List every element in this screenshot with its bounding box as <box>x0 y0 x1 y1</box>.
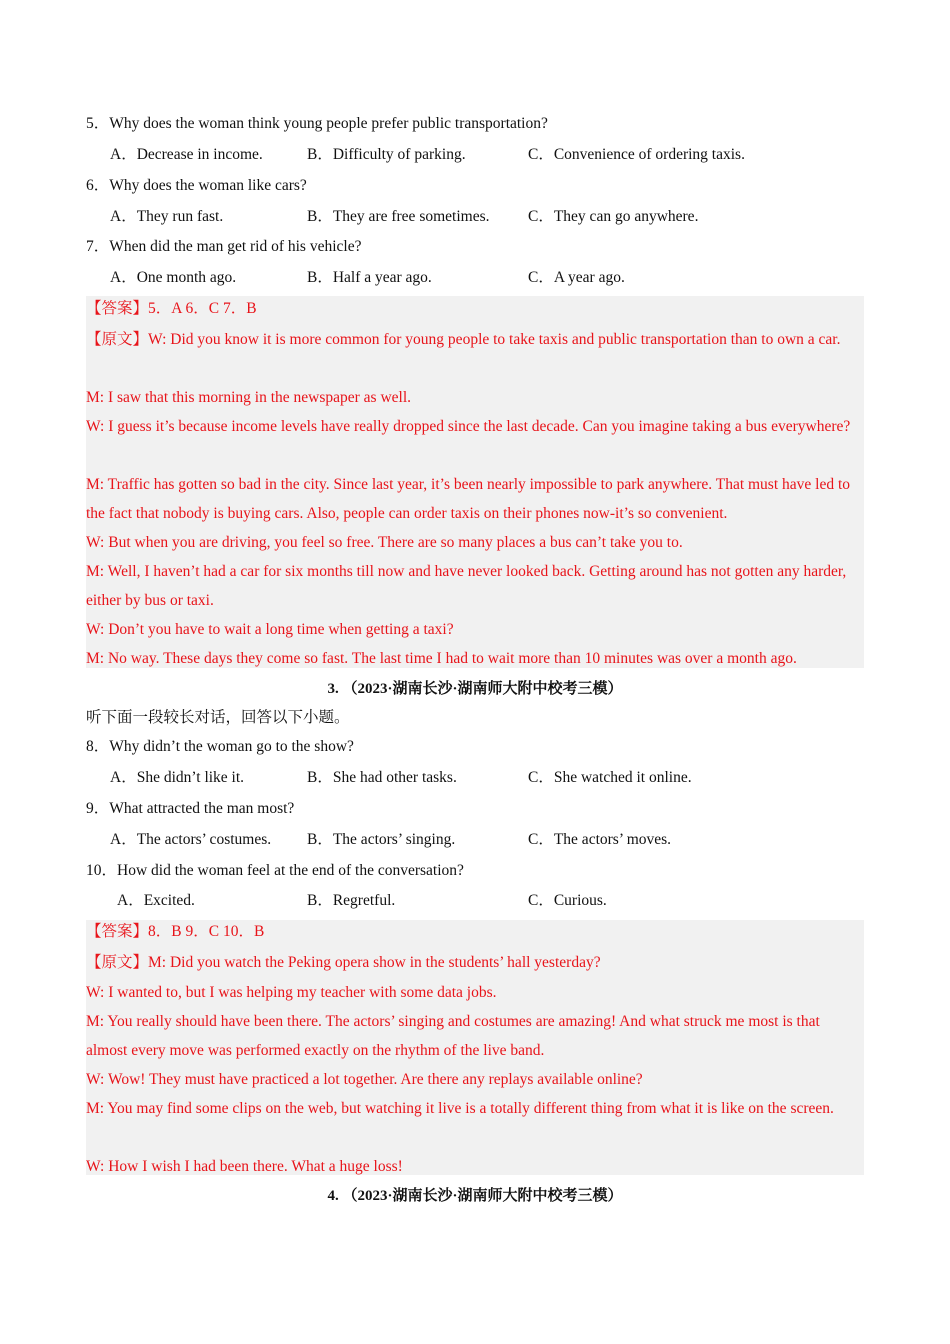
answer-text: 8．B 9．C 10．B <box>148 923 265 940</box>
answer-block-2 <box>86 920 864 1175</box>
answer-label: 【答案】 <box>86 923 149 940</box>
answer-block-1 <box>86 296 864 668</box>
answer-line <box>86 922 264 942</box>
question-5-stem: 5．Why does the woman think young people prefer public transportation? <box>86 115 548 132</box>
question-9-option-b: B．The actors’ singing. <box>307 831 456 848</box>
question-8-stem: 8．Why didn’t the woman go to the show? <box>86 738 354 755</box>
script-label: 【原文】 <box>86 331 149 348</box>
script-line: W: But when you are driving, you feel so free. There are so many places a bus can’t take you to. <box>86 534 683 551</box>
question-8-option-c: C．She watched it online. <box>528 769 692 786</box>
script-line: W: I guess it’s because income levels have really dropped since the last decade. Can you imagine taking a bus everywhere? <box>86 418 851 435</box>
answer-line <box>86 299 257 319</box>
section-4-heading: 4. （2023·湖南长沙·湖南师大附中校考三模） <box>327 1188 623 1204</box>
script-line: M: I saw that this morning in the newspaper as well. <box>86 389 412 406</box>
script-line: M: Traffic has gotten so bad in the city. Since last year, it’s been nearly impossible to park anywhere. That must have led to the fact that nobody is buying cars. Also, people can order taxis on their phones now-it’s so convenient. <box>86 476 851 522</box>
script-line: 【原文】W: Did you know it is more common for young people to take taxis and public transportation than to own a car. <box>86 331 841 348</box>
answer-text: 5．A 6．C 7．B <box>148 300 257 317</box>
script-line: M: You really should have been there. The actors’ singing and costumes are amazing! And what struck me most is that almost every move was performed exactly on the rhythm of the live band. <box>86 1013 820 1059</box>
question-10-option-b: B．Regretful. <box>307 892 396 909</box>
question-5-option-b: B．Difficulty of parking. <box>307 146 466 163</box>
script-line: W: How I wish I had been there. What a huge loss! <box>86 1158 403 1175</box>
question-5-option-a: A．Decrease in income. <box>110 146 263 163</box>
question-7-option-a: A．One month ago. <box>110 269 237 286</box>
question-5-option-c: C．Convenience of ordering taxis. <box>528 146 745 163</box>
question-10-stem: 10．How did the woman feel at the end of the conversation? <box>86 862 464 879</box>
question-9-option-a: A．The actors’ costumes. <box>110 831 272 848</box>
script-line: W: Wow! They must have practiced a lot together. Are there any replays available online? <box>86 1071 643 1088</box>
question-8-option-a: A．She didn’t like it. <box>110 769 245 786</box>
question-7-option-b: B．Half a year ago. <box>307 269 432 286</box>
question-6-option-a: A．They run fast. <box>110 208 224 225</box>
section-3-instruction: 听下面一段较长对话，回答以下小题。 <box>86 709 350 726</box>
question-9-stem: 9．What attracted the man most? <box>86 800 295 817</box>
script-line: W: Don’t you have to wait a long time when getting a taxi? <box>86 621 454 638</box>
question-8-option-b: B．She had other tasks. <box>307 769 457 786</box>
question-9-option-c: C．The actors’ moves. <box>528 831 672 848</box>
question-7-stem: 7．When did the man get rid of his vehicle? <box>86 238 362 255</box>
section-3-heading: 3. （2023·湖南长沙·湖南师大附中校考三模） <box>327 681 623 697</box>
question-10-option-c: C．Curious. <box>528 892 607 909</box>
question-7-option-c: C．A year ago. <box>528 269 625 286</box>
script-label: 【原文】 <box>86 954 149 971</box>
question-6-stem: 6．Why does the woman like cars? <box>86 177 307 194</box>
script-line: 【原文】M: Did you watch the Peking opera show in the students’ hall yesterday? <box>86 954 601 971</box>
script-line: M: No way. These days they come so fast. The last time I had to wait more than 10 minutes was over a month ago. <box>86 650 797 667</box>
question-6-option-b: B．They are free sometimes. <box>307 208 490 225</box>
question-6-option-c: C．They can go anywhere. <box>528 208 699 225</box>
answer-label: 【答案】 <box>86 300 149 317</box>
script-line: W: I wanted to, but I was helping my teacher with some data jobs. <box>86 984 497 1001</box>
question-10-option-a: A．Excited. <box>117 892 195 909</box>
script-line: M: You may find some clips on the web, but watching it live is a totally different thing from what it is like on the screen. <box>86 1100 834 1117</box>
script-line: M: Well, I haven’t had a car for six months till now and have never looked back. Getting around has not gotten any harder, either by bus or taxi. <box>86 563 847 609</box>
